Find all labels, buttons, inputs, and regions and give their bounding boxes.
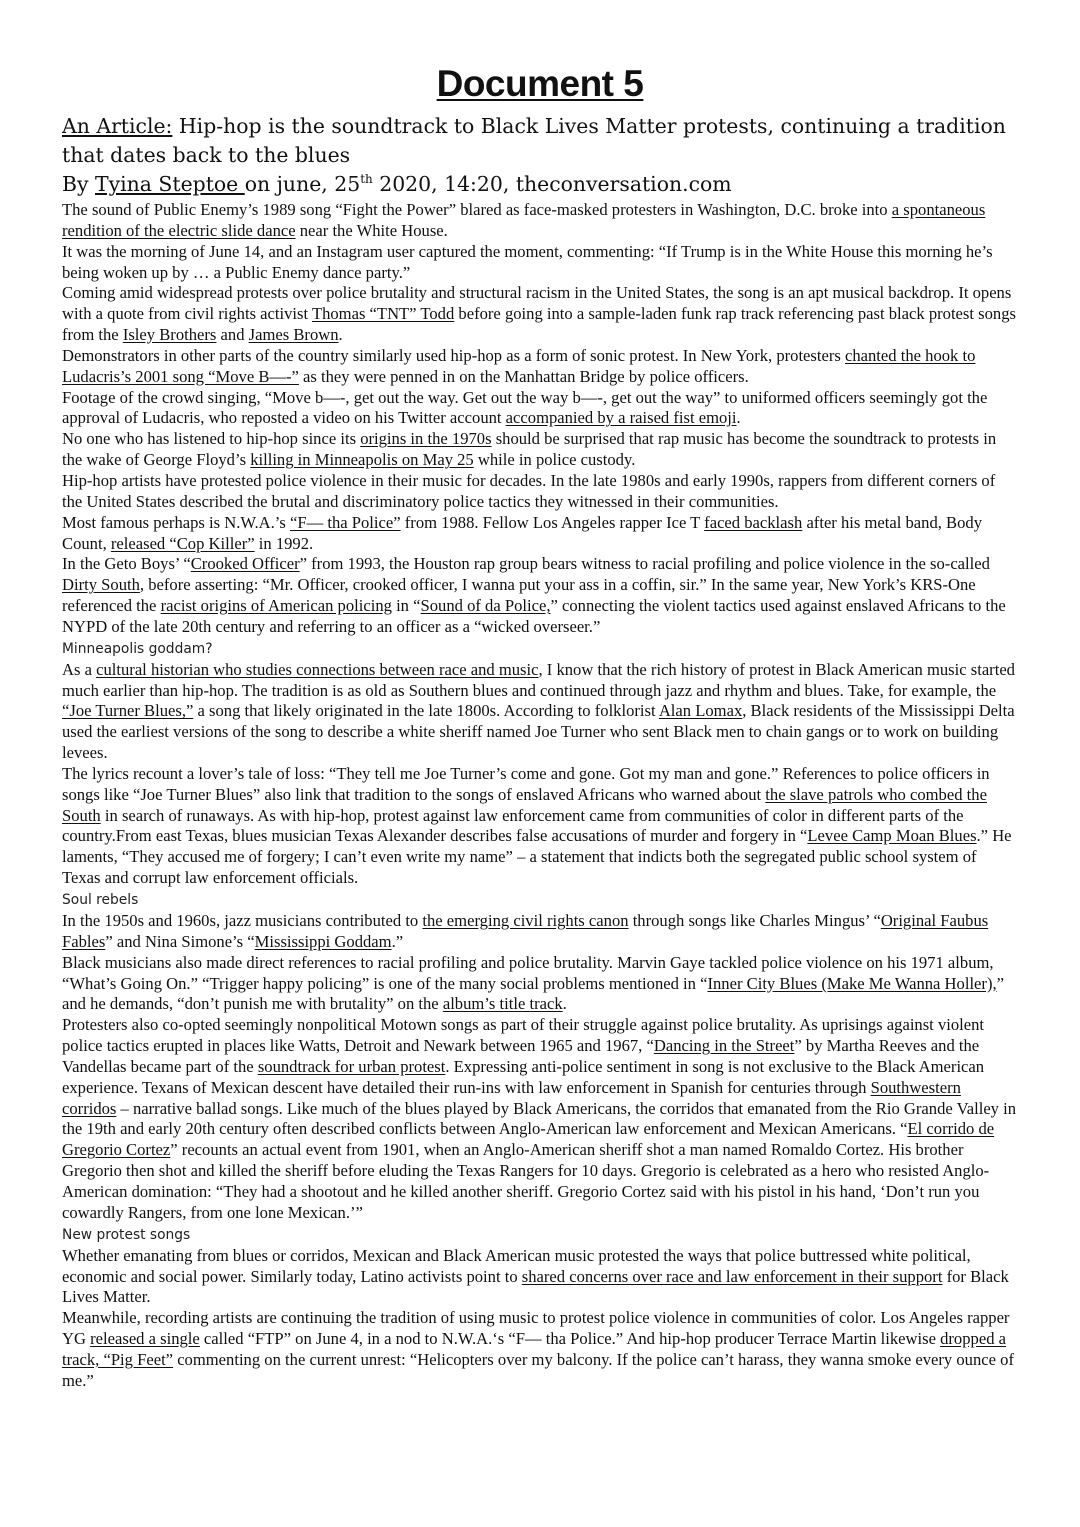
paragraph-text: in “ (391, 596, 421, 616)
inline-link[interactable]: the slave patrols who combed the South (62, 784, 987, 825)
article-headline (62, 112, 1018, 170)
paragraph-text: a song that likely originated in the late 1800s. According to folklorist (193, 701, 659, 721)
article-paragraph (62, 346, 1018, 388)
inline-link[interactable]: Dancing in the Street (653, 1036, 795, 1056)
paragraph-text: In the 1950s and 1960s, jazz musicians contributed to (62, 911, 423, 930)
author-link[interactable]: Tyina Steptoe (95, 172, 245, 196)
paragraph-text: ” and he demands, “don’t punish me with brutality” on the (62, 973, 1004, 1014)
paragraph-text: ” by Martha Reeves and the Vandellas became part of the (62, 1036, 980, 1076)
article-paragraph (62, 660, 1018, 764)
paragraph-text: Coming amid widespread protests over police brutality and structural racism in the United States, the song is an apt musical backdrop. It opens with a quote from civil rights activist (62, 283, 1012, 324)
paragraph-text: Protesters also co-opted seemingly nonpolitical Motown songs as part of their struggle against police brutality. As uprisings against violent police tactics erupted in places like Watts, Detroit and Newark between 1965 and 1967, “ (62, 1015, 985, 1056)
headline-label: An Article: (62, 114, 173, 138)
article-paragraph (62, 471, 1018, 513)
paragraph-text: ” and Nina Simone’s “ (105, 931, 255, 951)
article-paragraph (62, 513, 1018, 555)
paragraph-text: Footage of the crowd singing, “Move b—-, get out the way. Get out the way b—-, get out the way” to uniformed officers seemingly got the approval of Ludacris, who reposted a video on his Twitter account (62, 387, 988, 428)
inline-link[interactable]: origins in the 1970s (360, 429, 492, 449)
inline-link[interactable]: soundtrack for urban protest (257, 1056, 446, 1076)
paragraph-text: while in police custody. (473, 450, 636, 470)
paragraph-text: in 1992. (254, 533, 314, 553)
headline-text: Hip-hop is the soundtrack to Black Lives Matter protests, continuing a tradition that dates back to the blues (62, 114, 1006, 167)
inline-link[interactable]: Levee Camp Moan Blues (807, 826, 977, 846)
inline-link[interactable]: Inner City Blues (Make Me Wanna Holler), (707, 973, 997, 993)
inline-link[interactable]: killing in Minneapolis on May 25 (250, 450, 474, 470)
paragraph-text: called “FTP” on June 4, in a nod to N.W.A.‘s “F— tha Police.” And hip-hop producer Terrace Martin likewise (199, 1329, 941, 1349)
article-paragraph (62, 1246, 1018, 1309)
paragraph-text: as they were penned in on the Manhattan Bridge by police officers. (298, 366, 749, 386)
paragraph-text: ” recounts an actual event from 1901, when an Anglo-American sheriff shot a man named Romaldo Cortez. His brother Gregorio then shot and killed the sheriff before eluding the Texas Rangers for 10 days. Gregorio is celebrated as a hero who resisted Anglo-American domination: “They had a shootout and he killed another sheriff. Gregorio Cortez said with his pistol in his hand, ‘Don’t run you cowardly Rangers, from one lone Mexican.’” (62, 1140, 990, 1222)
paragraph-text: Hip-hop artists have protested police violence in their music for decades. In the late 1980s and early 1990s, rappers from different corners of the United States described the brutal and discriminatory police tactics they witnessed in their communities. (62, 470, 996, 511)
inline-link[interactable]: Isley Brothers (122, 325, 217, 345)
paragraph-text: ” connecting the violent tactics used against enslaved Africans to the NYPD of the late 20th century and referring to an officer as a “wicked overseer.” (62, 596, 1006, 636)
article-paragraph (62, 1015, 1018, 1223)
inline-link[interactable]: Alan Lomax (658, 701, 743, 721)
inline-link[interactable]: racist origins of American policing (160, 596, 392, 616)
article-paragraph (62, 953, 1018, 1016)
article-paragraph (62, 200, 1018, 242)
paragraph-text: , before asserting: “Mr. Officer, crooked officer, I wanna put your ass in a coffin, sir.” In the same year, New York’s KRS-One referenced the (62, 575, 976, 616)
inline-link[interactable]: faced backlash (704, 512, 803, 532)
paragraph-text: and (216, 325, 249, 345)
paragraph-text: , I know that the rich history of protest in Black American music started much earlier than hip-hop. The tradition is as old as Southern blues and continued through jazz and rhythm and blues. Take, for example, the (62, 659, 1015, 700)
section-heading: New protest songs (62, 1226, 191, 1243)
document-page (62, 62, 1018, 1392)
document-title: Document 5 (436, 63, 644, 104)
article-body (62, 200, 1018, 1392)
paragraph-text: The sound of Public Enemy’s 1989 song “Fight the Power” blared as face-masked protesters in Washington, D.C. broke into (62, 200, 892, 219)
paragraph-text: after his metal band, Body Count, (62, 512, 983, 553)
inline-link[interactable]: accompanied by a raised fist emoji (505, 408, 737, 428)
paragraph-text: The lyrics recount a lover’s tale of loss: “They tell me Joe Turner’s come and gone. Got my man and gone.” References to police officers in songs like “Joe Turner Blues” also link that tradition to the songs of enslaved Africans who warned about (62, 763, 990, 804)
paragraph-text: Whether emanating from blues or corridos, Mexican and Black American music protested the ways that police buttressed white political, economic and social power. Similarly today, Latino activists point to (62, 1245, 971, 1286)
paragraph-text: Meanwhile, recording artists are continuing the tradition of using music to protest police violence in communities of color. Los Angeles rapper YG (62, 1308, 1010, 1349)
paragraph-text: . (562, 994, 567, 1014)
inline-link[interactable]: album’s title track (442, 994, 563, 1014)
paragraph-text: It was the morning of June 14, and an Instagram user captured the moment, commenting: “If Trump is in the White House this morning he’s being woken up by … a Public Enemy dance party.” (62, 241, 993, 282)
paragraph-text: through songs like Charles Mingus’ “ (628, 911, 881, 930)
section-heading: Soul rebels (62, 892, 139, 908)
inline-link[interactable]: shared concerns over race and law enforcement in their support (521, 1266, 943, 1286)
paragraph-text: near the White House. (295, 220, 448, 240)
article-byline: By Tyina Steptoe on june, 25th 2020, 14:20, theconversation.com (62, 172, 732, 196)
article-paragraph (62, 283, 1018, 346)
section-heading: Minneapolis goddam? (62, 640, 213, 657)
paragraph-text: – narrative ballad songs. Like much of the blues played by Black Americans, the corridos that emanated from the Rio Grande Valley in the 19th and early 20th century often described conflicts between Anglo-American law enforcement and Mexican Americans. “ (62, 1098, 1017, 1139)
inline-link[interactable]: Southwestern corridos (62, 1077, 961, 1118)
paragraph-text: .” (391, 931, 404, 951)
paragraph-text: for Black Lives Matter. (62, 1266, 1009, 1307)
inline-link[interactable]: “Joe Turner Blues,” (62, 701, 194, 721)
inline-link[interactable]: released “Cop Killer” (110, 533, 255, 553)
paragraph-text: from 1988. Fellow Los Angeles rapper Ice T (400, 512, 705, 532)
paragraph-text: . (338, 325, 343, 345)
paragraph-text: .” He laments, “They accused me of forgery; I can’t even write my name” – a statement that indicts both the segregated public school system of Texas and corrupt law enforcement officials. (62, 826, 1012, 888)
inline-link[interactable]: dropped a track, “Pig Feet” (62, 1329, 1006, 1369)
inline-link[interactable]: Dirty South (62, 575, 140, 595)
inline-link[interactable]: a spontaneous rendition of the electric slide dance (62, 200, 986, 240)
inline-link[interactable]: Mississippi Goddam (254, 931, 392, 951)
paragraph-text: before going into a sample-laden funk rap track referencing past black protest songs from the (62, 304, 1016, 345)
paragraph-text: As a (62, 659, 97, 679)
paragraph-text: . Expressing anti-police sentiment in song is not exclusive to the Black American experience. Texans of Mexican descent have detailed their run-ins with law enforcement in Spanish for centuries through (62, 1056, 985, 1097)
paragraph-text: Black musicians also made direct references to racial profiling and police brutality. Marvin Gaye tackled police violence on his 1971 album, “What’s Going On.” “Trigger happy policing” is one of the many social problems mentioned in “ (62, 952, 994, 993)
article-paragraph (62, 911, 1018, 953)
paragraph-text: In the Geto Boys’ “ (62, 554, 191, 574)
inline-link[interactable]: Crooked Officer (190, 554, 300, 574)
article-paragraph (62, 764, 1018, 889)
article-paragraph (62, 429, 1018, 471)
article-paragraph (62, 388, 1018, 430)
inline-link[interactable]: Sound of da Police, (420, 596, 551, 616)
inline-link[interactable]: released a single (90, 1329, 200, 1349)
paragraph-text: Most famous perhaps is N.W.A.’s (62, 512, 291, 532)
paragraph-text: commenting on the current unrest: “Helicopters over my balcony. If the police can’t harass, they wanna smoke every ounce of me.” (62, 1349, 1014, 1390)
inline-link[interactable]: cultural historian who studies connections between race and music (96, 659, 539, 679)
paragraph-text: . (736, 408, 741, 428)
inline-link[interactable]: El corrido de Gregorio Cortez (62, 1119, 995, 1160)
article-paragraph (62, 242, 1018, 284)
paragraph-text: ” from 1993, the Houston rap group bears witness to racial profiling and police violence in the so-called (299, 554, 990, 574)
article-paragraph (62, 1308, 1018, 1391)
inline-link[interactable]: “F— tha Police” (290, 512, 401, 532)
inline-link[interactable]: Original Faubus Fables (62, 911, 989, 951)
inline-link[interactable]: the emerging civil rights canon (422, 911, 629, 930)
inline-link[interactable]: Thomas “TNT” Todd (311, 304, 455, 324)
article-paragraph (62, 554, 1018, 637)
inline-link[interactable]: James Brown (248, 325, 339, 345)
paragraph-text: Demonstrators in other parts of the country similarly used hip-hop as a form of sonic protest. In New York, protesters (62, 345, 845, 365)
paragraph-text: in search of runaways. As with hip-hop, protest against law enforcement came from communities of color in different parts of the country.From east Texas, blues musician Texas Alexander describes false accusations of murder and forgery in “ (62, 805, 964, 846)
inline-link[interactable]: chanted the hook to Ludacris’s 2001 song “Move B—-” (62, 345, 976, 386)
paragraph-text: should be surprised that rap music has become the soundtrack to protests in the wake of George Floyd’s (62, 429, 997, 470)
paragraph-text: , Black residents of the Mississippi Delta used the earliest versions of the song to describe a white sheriff named Joe Turner who sent Black men to chain gangs or to work on building levees. (62, 701, 1015, 763)
paragraph-text: No one who has listened to hip-hop since its (62, 429, 361, 449)
